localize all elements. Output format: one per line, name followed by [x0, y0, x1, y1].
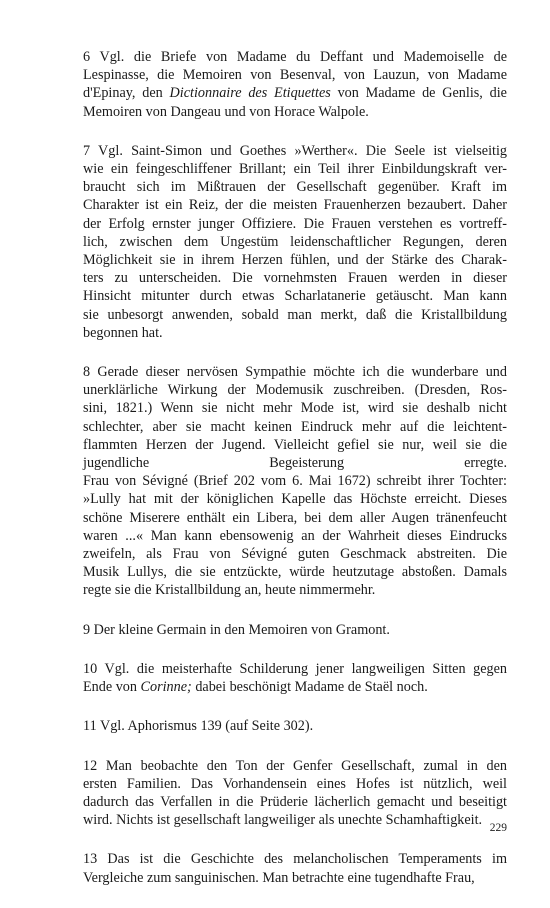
text-segment: braucht sich im Mißtrauen der Gesellschaft gegenüber. Kraft im: [83, 179, 507, 196]
text-segment: unerklärliche Wirkung der Modemusik zuschreiben. (Dresden, Ros-: [83, 382, 507, 399]
text-line: [83, 581, 507, 599]
footnote: [83, 48, 507, 121]
text-segment: Lespinasse, die Memoiren von Besenval, von Lauzun, von Madame: [83, 67, 507, 84]
text-line: [83, 196, 507, 214]
text-line: [83, 306, 507, 324]
text-line: [83, 621, 507, 639]
text-line: [83, 717, 507, 735]
text-segment: Ende von: [83, 679, 141, 696]
text-segment: schöne Miserere enthält ein Libera, bei dem aller Augen tränenfeucht: [83, 509, 507, 526]
text-segment: schlechter, aber sie macht keinen Eindruck mehr auf die leichtent-: [83, 418, 507, 435]
text-segment: sie unbesorgt anwenden, sobald man merkt, daß die Kristallbildung: [83, 306, 507, 323]
text-line: [83, 775, 507, 793]
footnote: [83, 717, 507, 735]
text-segment: Musik Lullys, die sie entzückte, würde heutzutage abstoßen. Damals: [83, 564, 507, 581]
text-line: [83, 811, 507, 829]
footnote-text: [83, 850, 507, 886]
text-segment: dadurch das Verfallen in die Prüderie lächerlich gemacht und beseitigt: [83, 793, 507, 810]
text-segment: 13 Das ist die Geschichte des melancholischen Temperaments im: [83, 851, 507, 868]
italic-title: Dictionnaire des Etiquettes: [169, 85, 331, 102]
text-segment: Hinsicht mitunter durch etwas Scharlatanerie getäuscht. Man kann: [83, 288, 507, 305]
footnote: [83, 757, 507, 830]
text-segment: regte sie die Kristallbildung an, heute nimmermehr.: [83, 582, 376, 599]
text-line: [83, 251, 507, 269]
text-line: [83, 324, 507, 342]
text-line: [83, 269, 507, 287]
text-segment: Frau von Sévigné (Brief 202 vom 6. Mai 1672) schreibt ihrer Tochter:: [83, 473, 507, 490]
text-line: [83, 287, 507, 305]
text-line: [83, 454, 507, 472]
text-segment: wie ein feingeschliffener Brillant; ein Teil ihrer Einbildungskraft ver-: [83, 161, 507, 178]
text-segment: begonnen hat.: [83, 324, 163, 341]
text-line: [83, 66, 507, 84]
text-line: [83, 757, 507, 775]
text-segment: d'Epinay, den: [83, 85, 170, 102]
text-segment: waren ...« Man kann ebensowenig an der Wahrheit dieses Eindrucks: [83, 527, 507, 544]
footnote: [83, 363, 507, 600]
text-segment: 11 Vgl. Aphorismus 139 (auf Seite 302).: [83, 718, 314, 735]
text-line: [83, 472, 507, 490]
text-line: [83, 363, 507, 381]
text-segment: Möglichkeit sie in ihrem Herzen fühlen, und der Stärke des Charak-: [83, 252, 507, 269]
text-line: [83, 545, 507, 563]
footnote: [83, 850, 507, 886]
footnote: [83, 660, 507, 696]
text-line: [83, 436, 507, 454]
text-segment: 6 Vgl. die Briefe von Madame du Deffant und Mademoiselle de: [83, 49, 507, 65]
text-segment: 7 Vgl. Saint-Simon und Goethes »Werther«. Die Seele ist vielseitig: [83, 142, 507, 159]
footnote-text: [83, 660, 507, 696]
text-segment: »Lully hat mit der königlichen Kapelle das Höchste erreicht. Dieses: [83, 491, 507, 508]
footnote-text: [83, 48, 507, 121]
text-segment: ters zu unterscheiden. Die vornehmsten Frauen werden in dieser: [83, 270, 507, 287]
text-segment: Charakter ist ein Reiz, der die meisten Frauenherzen bezaubert. Daher: [83, 197, 507, 214]
footnote-text: [83, 757, 507, 830]
text-line: [83, 381, 507, 399]
page-number: 229: [489, 822, 507, 834]
text-line: [83, 850, 507, 868]
text-segment: 10 Vgl. die meisterhafte Schilderung jener langweiligen Sitten gegen: [83, 660, 507, 677]
footnote-text: [83, 717, 507, 735]
text-line: [83, 490, 507, 508]
text-segment: von Madame de Genlis, die: [330, 85, 507, 102]
text-line: [83, 563, 507, 581]
footnote-text: [83, 142, 507, 342]
text-segment: ersten Familien. Das Vorhandensein eines Hofes ist nützlich, weil: [83, 775, 507, 792]
text-segment: sini, 1821.) Wenn sie nicht mehr Mode ist, wird sie deshalb nicht: [83, 400, 507, 417]
text-line: [83, 84, 507, 102]
page-body: [83, 48, 507, 908]
text-line: [83, 48, 507, 66]
text-line: [83, 103, 507, 121]
text-segment: wird. Nichts ist gesellschaft langweiliger als unechte Schamhaftigkeit.: [83, 812, 483, 829]
italic-title: Corinne;: [140, 679, 192, 696]
text-segment: lich, zwischen dem Ungestüm leidenschaftlicher Regungen, deren: [83, 233, 507, 250]
text-line: [83, 418, 507, 436]
text-segment: jugendliche Begeisterung erregte.: [83, 455, 507, 472]
text-segment: flammten Herzen der Jugend. Vielleicht gefiel sie nur, weil sie die: [83, 436, 507, 453]
text-line: [83, 178, 507, 196]
text-line: [83, 793, 507, 811]
footnote: [83, 621, 507, 639]
text-segment: 12 Man beobachte den Ton der Genfer Gesellschaft, zumal in den: [83, 757, 507, 774]
text-line: [83, 660, 507, 678]
text-segment: Vergleiche zum sanguinischen. Man betrachte eine tugendhafte Frau,: [83, 869, 475, 886]
text-line: [83, 215, 507, 233]
text-line: [83, 527, 507, 545]
text-line: [83, 233, 507, 251]
text-segment: der Erfolg ernster junger Offiziere. Die Frauen verstehen es vortreff-: [83, 215, 507, 232]
text-line: [83, 678, 507, 696]
footnote-text: [83, 621, 507, 639]
text-segment: dabei beschönigt Madame de Staël noch.: [191, 679, 428, 696]
text-line: [83, 509, 507, 527]
text-line: [83, 160, 507, 178]
footnote: [83, 142, 507, 342]
text-line: [83, 399, 507, 417]
text-segment: 8 Gerade dieser nervösen Sympathie möchte ich die wunderbare und: [83, 364, 507, 381]
footnote-text: [83, 363, 507, 600]
text-line: [83, 142, 507, 160]
text-segment: 9 Der kleine Germain in den Memoiren von Gramont.: [83, 621, 390, 638]
text-line: [83, 869, 507, 887]
text-segment: zweifeln, als Frau von Sévigné guten Geschmack abstreiten. Die: [83, 546, 507, 563]
footnotes-list: [83, 48, 507, 887]
text-segment: Memoiren von Dangeau und von Horace Walpole.: [83, 103, 369, 120]
